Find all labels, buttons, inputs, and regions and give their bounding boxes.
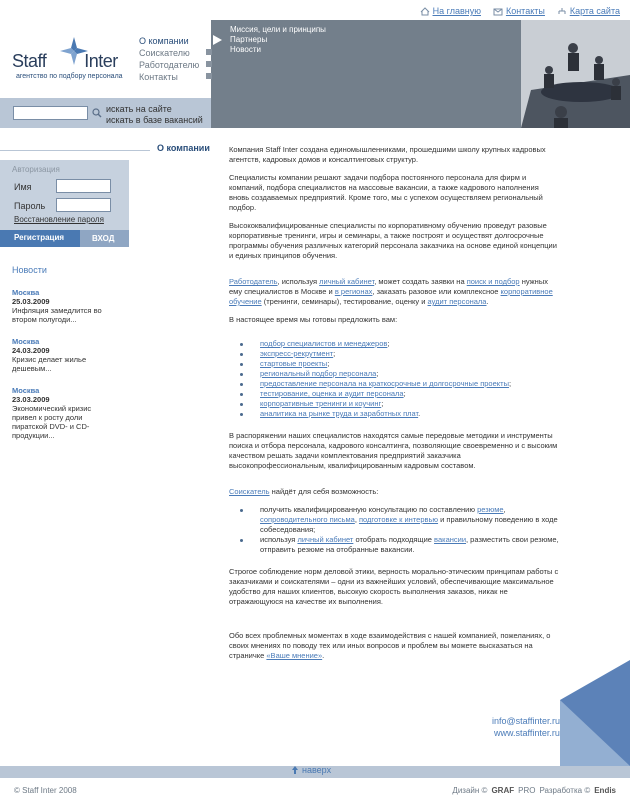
news-item[interactable]: [12, 386, 112, 440]
vacancies-link[interactable]: вакансии: [434, 535, 467, 544]
nav-marker-icon: [206, 61, 212, 67]
back-to-top-link[interactable]: [291, 765, 331, 775]
news-text: Инфляция замедлится во втором полугоди...: [12, 306, 102, 324]
submenu-arrow-icon: [213, 35, 222, 45]
search-input[interactable]: [13, 106, 88, 120]
logo-tagline: агентство по подбору персонала: [16, 73, 123, 80]
employer-paragraph: Работодатель, используя личный кабинет, может создать заявки на поиск и подбор нужных ему специалистов в Москве и в регионах, заказать разовое или комплексное корпоративное обучение (тренинги, семинары), тестирование, оценку и аудит персонала.: [229, 277, 553, 306]
seeker-link[interactable]: Соискатель: [229, 487, 270, 496]
logo-word-2: Inter: [84, 51, 118, 71]
news-title: Новости: [12, 265, 47, 275]
design-brand-2: PRO: [518, 786, 536, 795]
cabinet-link[interactable]: личный кабинет: [319, 277, 375, 286]
news-city: Москва: [12, 288, 40, 297]
offers-list: [229, 339, 559, 419]
list-item: корпоративные тренинги и коучинг;: [229, 399, 559, 409]
employer-link[interactable]: Работодатель: [229, 277, 278, 286]
header-photo: [521, 20, 630, 128]
name-input[interactable]: [56, 179, 111, 193]
search-site-link[interactable]: искать на сайте: [106, 104, 172, 114]
home-link-label: На главную: [432, 6, 481, 16]
list-item: аналитика на рынке труда и заработных плат.: [229, 409, 559, 419]
register-button[interactable]: Регистрация: [0, 230, 80, 247]
feedback-paragraph: Обо всех проблемных моментах в ходе взаимодействия с нашей компанией, пожеланиях, о своих мнениях по поводу тех или иных вопросов и проблем вы можете высказаться на страничке «Ваше мнение».: [229, 631, 551, 660]
credits: [452, 786, 616, 795]
nav-item-seeker[interactable]: Соискателю: [139, 47, 199, 59]
cabinet-link-2[interactable]: личный кабинет: [297, 535, 354, 544]
logo-text[interactable]: [12, 51, 118, 72]
subnav-item-mission[interactable]: Миссия, цели и принципы: [230, 25, 326, 34]
list-item: используя личный кабинет отобрать подходящие вакансии, разместить свои резюме, отправить резюме на отобранные вакансии.: [229, 535, 559, 555]
title-divider: [0, 150, 150, 151]
main-nav: [139, 35, 199, 83]
regions-link[interactable]: в регионах: [334, 287, 373, 296]
news-city: Москва: [12, 337, 40, 346]
login-button[interactable]: ВХОД: [80, 230, 129, 247]
envelope-icon: [493, 7, 503, 16]
contacts-link-label: Контакты: [505, 6, 545, 16]
resume-link[interactable]: резюме: [477, 505, 504, 514]
auth-title: Авторизация: [12, 165, 60, 174]
news-city: Москва: [12, 386, 40, 395]
nav-item-employer[interactable]: Работодателю: [139, 59, 199, 71]
list-item: тестирование, оценка и аудит персонала;: [229, 389, 559, 399]
site-link[interactable]: www.staffinter.ru: [494, 728, 560, 738]
list-item: получить квалифицированную консультацию по составлению резюме, сопроводительного письма, подготовке к интервью и правильному поведению в ходе собеседования;: [229, 505, 559, 535]
sitemap-link-label: Карта сайта: [569, 6, 620, 16]
main-content: [229, 145, 559, 669]
search-icon[interactable]: [92, 108, 102, 118]
list-item: подбор специалистов и менеджеров;: [229, 339, 559, 349]
name-label: Имя: [14, 182, 32, 192]
intro-paragraph: Компания Staff Inter создана единомышленниками, прошедшими школу крупных кадровых агентств, кадровых домов и консалтинговых структур.: [229, 145, 546, 164]
news-item[interactable]: [12, 288, 112, 324]
contacts-link[interactable]: [493, 6, 545, 16]
list-item: экспресс-рекрутмент;: [229, 349, 559, 359]
interview-prep-link[interactable]: подготовке к интервью: [358, 515, 439, 524]
cover-letter-link[interactable]: сопроводительного письма: [260, 515, 355, 524]
dev-brand[interactable]: Endis: [594, 786, 616, 795]
news-date: 24.03.2009: [12, 346, 50, 355]
password-input[interactable]: [56, 198, 111, 212]
restore-password-link[interactable]: Восстановление пароля: [14, 215, 104, 224]
training-paragraph: Высококвалифицированные специалисты по корпоративному обучению проведут разовые корпоративные тренинги, игры и семинары, а также построят и осуществят долгосрочные программы обучения различных категорий персонала заказчика на основе единой концепции и единых принципов обучения.: [229, 221, 557, 260]
list-item: региональный подбор персонала;: [229, 369, 559, 379]
search-jobs-link[interactable]: искать в базе вакансий: [106, 115, 203, 125]
offer-intro: В настоящее время мы готовы предложить вам:: [229, 315, 398, 324]
nav-marker-icon: [206, 73, 212, 79]
ethics-paragraph: Строгое соблюдение норм деловой этики, верность морально-этическим принципам работы с заказчиками и соискателями – одни из важнейших условий, обеспечивающие максимальное удобство для наших клиентов, высокую скорость выполнения заказов, никак не отражающуюся на качестве их выполнения.: [229, 567, 559, 606]
copyright: © Staff Inter 2008: [14, 786, 77, 795]
sub-nav: [230, 25, 326, 55]
audit-link[interactable]: аудит персонала: [427, 297, 487, 306]
news-text: Экономический кризис привел к росту доли пиратской DVD- и CD-продукции...: [12, 404, 92, 440]
news-date: 25.03.2009: [12, 297, 50, 306]
top-links: [420, 6, 620, 16]
nav-marker-icon: [206, 49, 212, 55]
password-label: Пароль: [14, 201, 46, 211]
services-paragraph: Специалисты компании решают задачи подбора постоянного персонала для фирм и компаний, подбора специалистов на массовые вакансии, а также кадрового наполнения вновь создаваемых предприятий. Кроме того, мы с успехом осуществляем региональный подбор.: [229, 173, 543, 212]
seeker-list: [229, 505, 559, 555]
nav-item-contacts[interactable]: Контакты: [139, 71, 199, 83]
list-item: стартовые проекты;: [229, 359, 559, 369]
design-label: Дизайн ©: [452, 786, 488, 795]
back-to-top-label: наверх: [302, 765, 332, 775]
corporate-training-link[interactable]: корпоративное обучение: [229, 287, 553, 306]
methods-paragraph: В распоряжении наших специалистов находятся самые передовые методики и инструменты поиска и отбора персонала, кадрового консалтинга, позволяющие своевременно и с высоким качеством решать задачи комплектования предприятий заказчика высокопрофессиональным, квалифицированным кадровым составом.: [229, 431, 558, 470]
arrow-up-icon: [291, 765, 299, 775]
opinion-link[interactable]: «Ваше мнение»: [266, 651, 323, 660]
search-select-link[interactable]: поиск и подбор: [466, 277, 520, 286]
sitemap-link[interactable]: [557, 6, 620, 16]
nav-item-about[interactable]: О компании: [139, 36, 189, 46]
home-link[interactable]: [420, 6, 481, 16]
logo-word-1: Staff: [12, 51, 47, 71]
home-icon: [420, 7, 430, 16]
dev-label: Разработка ©: [539, 786, 591, 795]
list-item: предоставление персонала на краткосрочные и долгосрочные проекты;: [229, 379, 559, 389]
news-item[interactable]: [12, 337, 112, 373]
news-date: 23.03.2009: [12, 395, 50, 404]
sitemap-icon: [557, 7, 567, 16]
page-title: О компании: [157, 143, 210, 153]
subnav-item-partners[interactable]: Партнеры: [230, 35, 268, 44]
email-link[interactable]: info@staffinter.ru: [492, 716, 561, 726]
design-brand[interactable]: GRAF: [491, 786, 515, 795]
news-text: Кризис делает жилье дешевым...: [12, 355, 87, 373]
subnav-item-news[interactable]: Новости: [230, 45, 261, 54]
seeker-paragraph: Соискатель найдёт для себя возможность:: [229, 487, 379, 496]
